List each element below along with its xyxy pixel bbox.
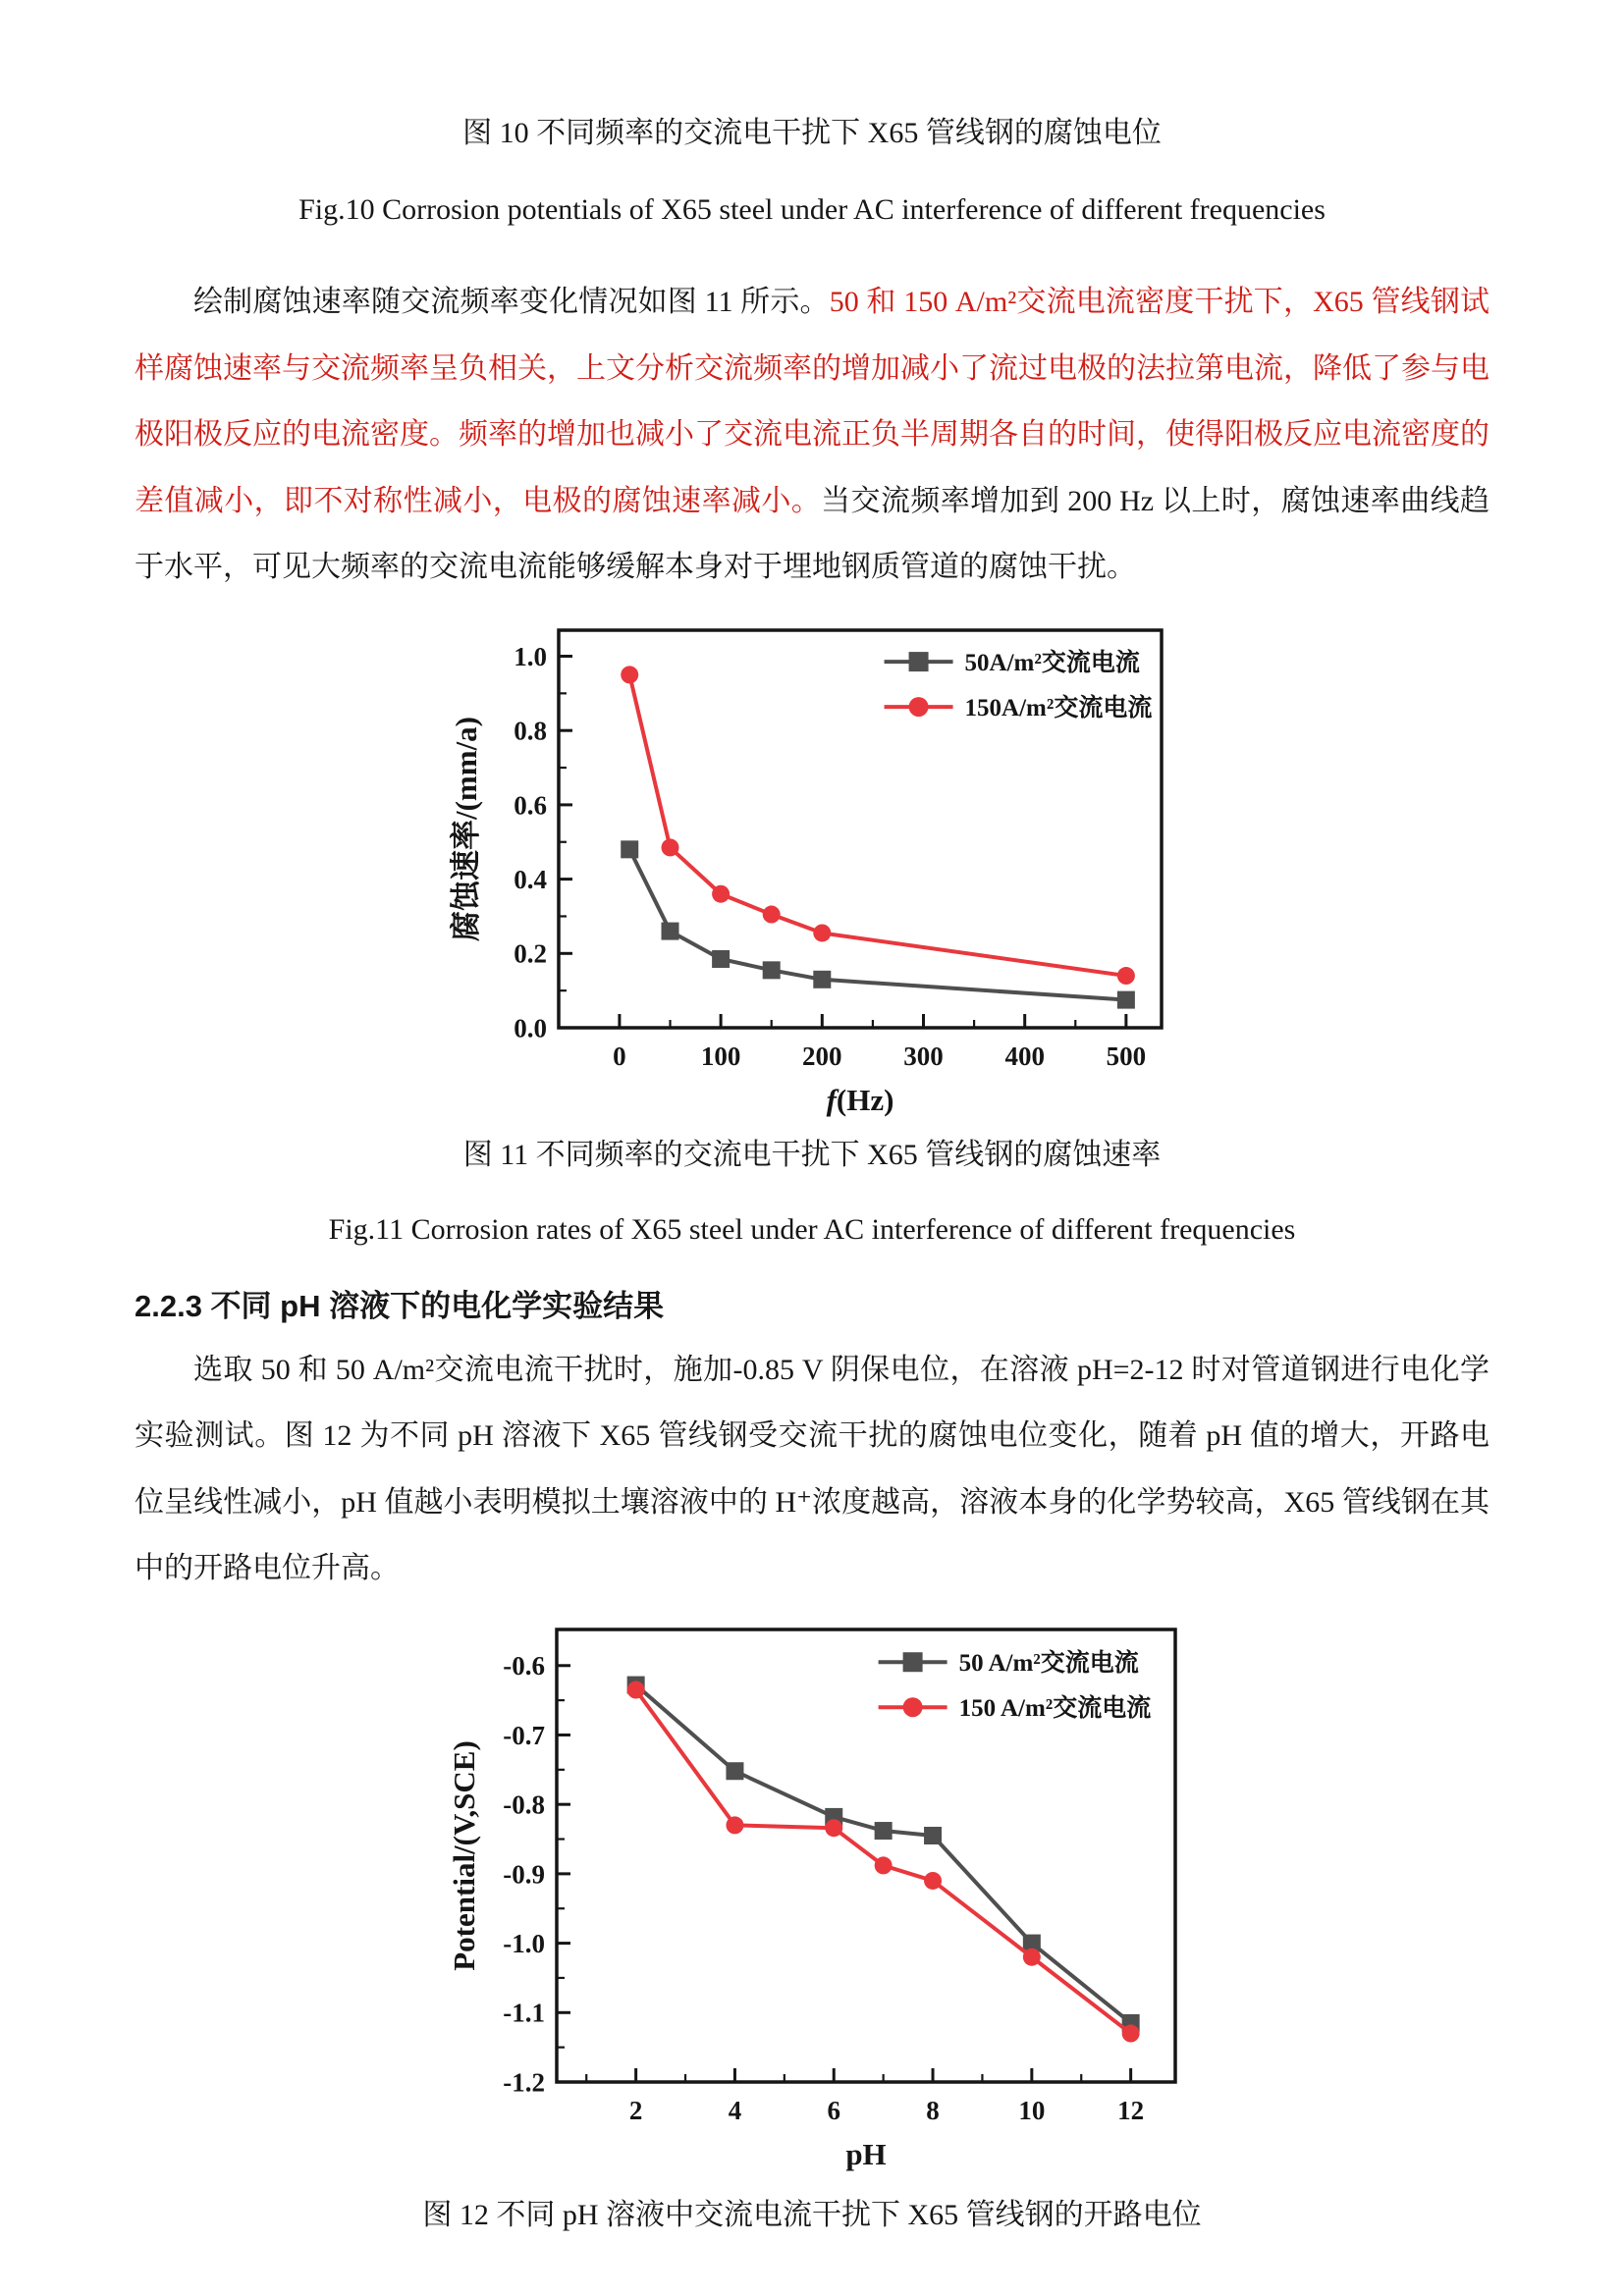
svg-text:150A/m²交流电流: 150A/m²交流电流	[964, 694, 1153, 721]
paragraph-frequency-discussion	[135, 269, 1489, 601]
svg-text:-1.2: -1.2	[503, 2066, 545, 2097]
svg-text:pH: pH	[845, 2136, 887, 2171]
svg-text:-0.6: -0.6	[503, 1650, 545, 1681]
caption-fig11-en: Fig.11 Corrosion rates of X65 steel under AC interference of different frequencies	[328, 1212, 1296, 1246]
svg-text:100: 100	[700, 1041, 741, 1071]
svg-text:400: 400	[1004, 1041, 1045, 1071]
svg-text:1.0: 1.0	[514, 641, 547, 671]
section-heading-2-2-3: 2.2.3 不同 pH 溶液下的电化学实验结果	[135, 1288, 665, 1323]
svg-text:0.4: 0.4	[514, 864, 547, 894]
svg-text:200: 200	[802, 1041, 842, 1071]
caption-fig10-en: Fig.10 Corrosion potentials of X65 steel under AC interference of different frequencies	[298, 193, 1326, 226]
paragraph-ph-discussion: 选取 50 和 50 A/m²交流电流干扰时，施加-0.85 V 阴保电位，在溶液 pH=2-12 时对管道钢进行电化学实验测试。图 12 为不同 pH 溶液下 X65 管线钢受交流干扰的腐蚀电位变化，随着 pH 值的增大，开路电位呈线性减小，pH 值越小表明模拟土壤溶液中的 H⁺浓度越高，溶液本身的化学势较高，X65 管线钢在其中的开路电位升高。	[135, 1353, 1489, 1584]
svg-text:-1.0: -1.0	[503, 1928, 545, 1958]
svg-text:6: 6	[827, 2095, 840, 2125]
fig12-open-circuit-potential-chart	[419, 1616, 1205, 2180]
svg-text:150 A/m²交流电流: 150 A/m²交流电流	[958, 1694, 1152, 1722]
para1-segment-black-2: 当交流频率增加到 200 Hz 以上时，腐蚀速率曲线趋于水平，可见大频率的交流电流能够缓解本身对于埋地钢质管道的腐蚀干扰。	[135, 484, 1489, 583]
svg-text:Potential/(V,SCE): Potential/(V,SCE)	[447, 1739, 481, 1971]
svg-text:0.2: 0.2	[514, 938, 547, 969]
fig11-corrosion-rate-chart	[439, 614, 1185, 1120]
para1-segment-black-1: 绘制腐蚀速率随交流频率变化情况如图 11 所示。	[193, 286, 830, 318]
svg-text:4: 4	[728, 2095, 742, 2125]
svg-text:0.0: 0.0	[514, 1012, 547, 1042]
svg-text:-0.7: -0.7	[503, 1720, 545, 1750]
figure-11-container	[135, 614, 1489, 1128]
svg-text:0.8: 0.8	[514, 716, 547, 746]
figure-12-container	[135, 1616, 1489, 2188]
svg-text:-0.9: -0.9	[503, 1858, 545, 1889]
svg-text:2: 2	[628, 2095, 643, 2125]
caption-fig10-zh: 图 10 不同频率的交流电干扰下 X65 管线钢的腐蚀电位	[462, 117, 1162, 149]
svg-text:0.6: 0.6	[514, 789, 547, 820]
caption-fig11-zh: 图 11 不同频率的交流电干扰下 X65 管线钢的腐蚀速率	[462, 1138, 1162, 1171]
caption-fig12-zh: 图 12 不同 pH 溶液中交流电流干扰下 X65 管线钢的开路电位	[422, 2198, 1202, 2231]
svg-text:f(Hz): f(Hz)	[826, 1082, 894, 1117]
svg-text:12: 12	[1117, 2095, 1145, 2125]
svg-text:500: 500	[1106, 1041, 1147, 1071]
svg-text:10: 10	[1018, 2095, 1046, 2125]
svg-text:50 A/m²交流电流: 50 A/m²交流电流	[958, 1649, 1139, 1677]
svg-text:-0.8: -0.8	[503, 1789, 545, 1820]
svg-text:50A/m²交流电流: 50A/m²交流电流	[964, 649, 1140, 676]
svg-text:腐蚀速率/(mm/a): 腐蚀速率/(mm/a)	[449, 716, 483, 941]
svg-text:8: 8	[926, 2095, 940, 2125]
para1-segment-red: 50 和 150 A/m²交流电流密度干扰下，X65 管线钢试样腐蚀速率与交流频率呈负相关，上文分析交流频率的增加减小了流过电极的法拉第电流，降低了参与电极阳极反应的电流密度。频率的增加也减小了交流电流正负半周期各自的时间，使得阳极反应电流密度的差值减小，即不对称性减小，电极的腐蚀速率减小。	[135, 286, 1489, 517]
svg-text:0: 0	[613, 1041, 626, 1071]
svg-text:300: 300	[903, 1041, 944, 1071]
svg-text:-1.1: -1.1	[503, 1998, 545, 2028]
